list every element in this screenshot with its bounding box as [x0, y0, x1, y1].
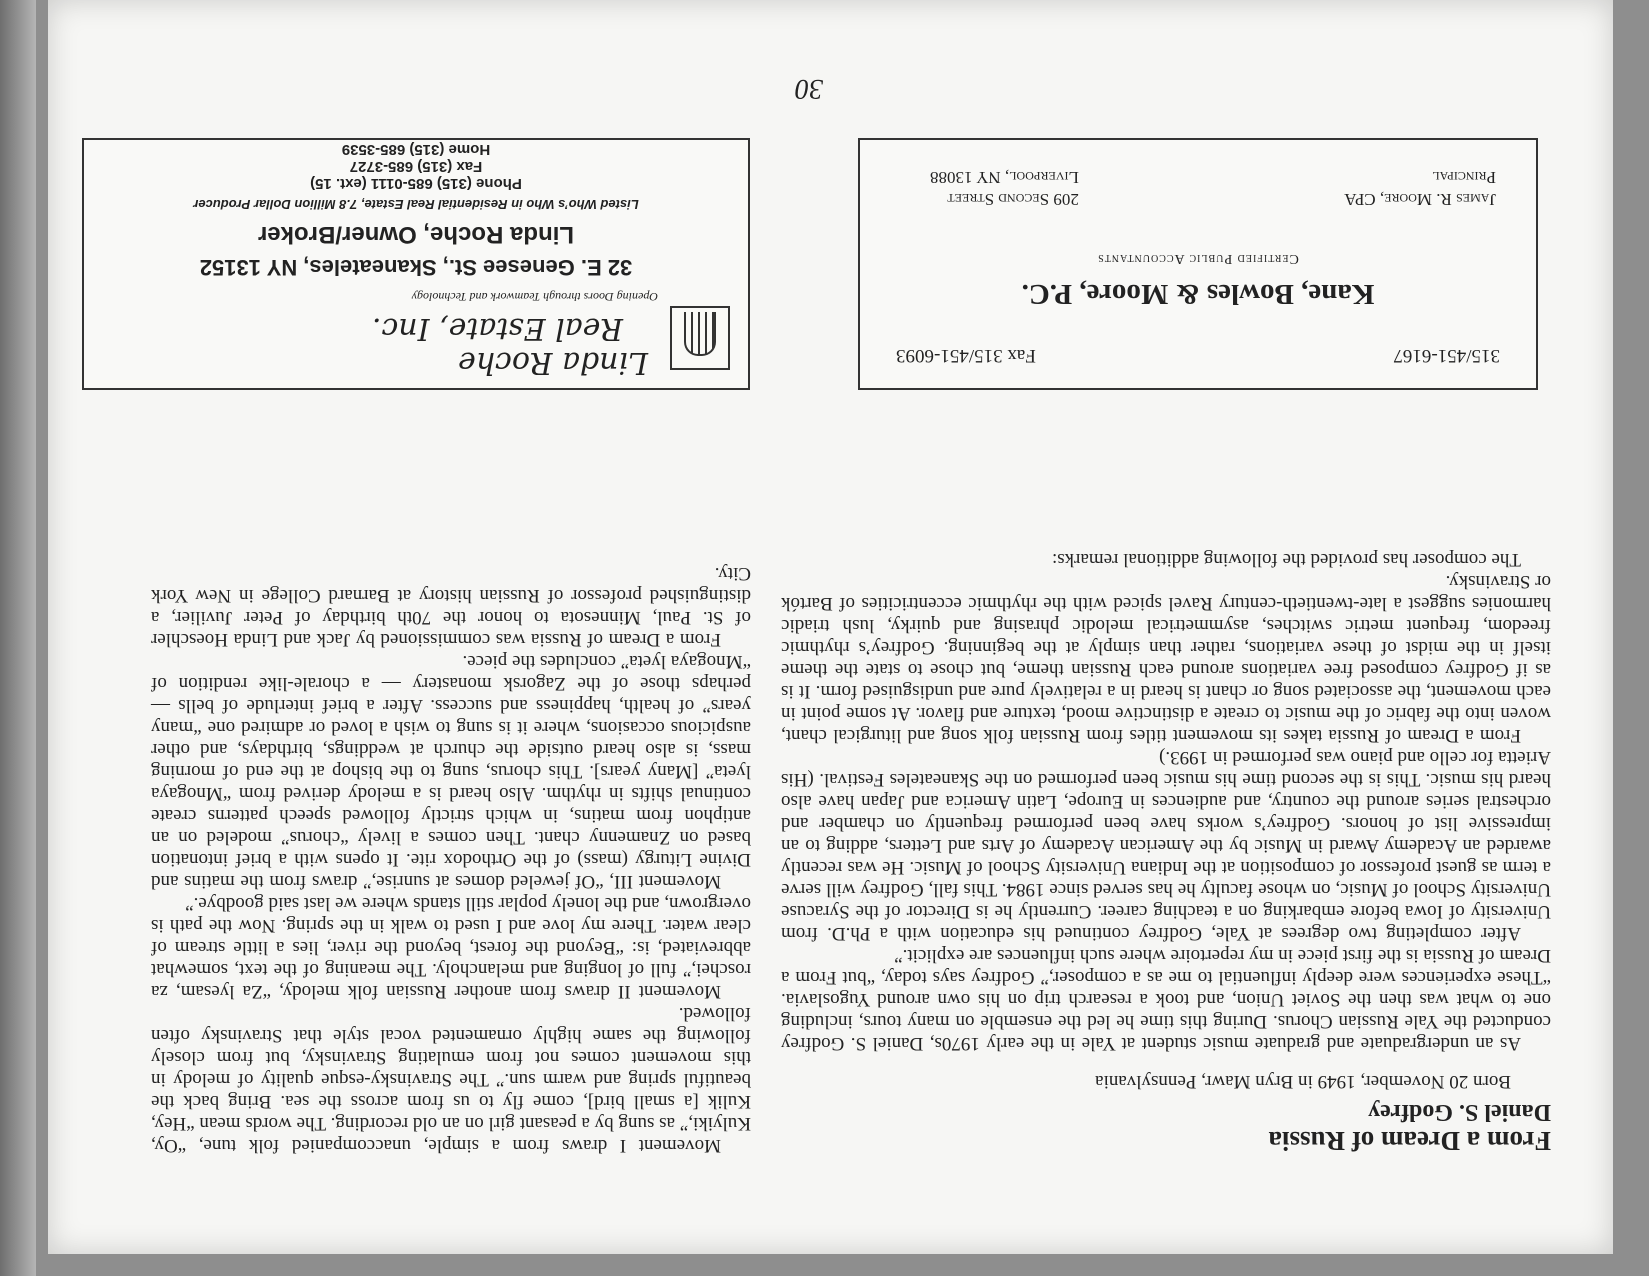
real-estate-business-card	[82, 138, 750, 390]
firm-subtitle: Certified Public Accountants	[1097, 251, 1299, 266]
card-phone-row	[896, 344, 1500, 366]
accountants-business-card	[858, 138, 1538, 390]
article-paragraph: From a Dream of Russia takes its movement titles from Russian folk song and liturgical chant, woven into the fabric of the music to create a distinctive mood, texture and flavor. At some point in each movement, the associated song or chant is heard in a relatively pure and undisguised form. It is as if Godfrey composed free variations around each Russian theme, but chose to state the theme itself in the midst of these variations, rather than simply at the beginning. Godfrey’s rhythmic freedom, frequent metric switches, asymmetrical melodic phrasing and quirky, lush triadic harmonies suggest a late-twentieth-century Ravel spiced with the rhythmic eccentricities of Bartók or Stravinsky.	[781, 570, 1551, 746]
contact-phone: Phone (315) 685-0111 (ext. 15)	[310, 175, 522, 192]
paper-sheet	[48, 0, 1613, 1254]
door-logo-icon	[670, 306, 730, 370]
composer-name: Daniel S. Godfrey	[1368, 1098, 1551, 1125]
contact-numbers	[84, 141, 748, 192]
composer-birth-info: Born 20 November, 1949 in Bryn Mawr, Pennsylvania	[1095, 1070, 1511, 1092]
company-address: 32 E. Genesee St., Skaneateles, NY 13152	[199, 255, 633, 280]
article-paragraph: After completing two degrees at Yale, Godfrey continued his education with a Ph.D. from University of Iowa before embarking on a teaching career. Currently he is Director of the Syracuse University School of Music, on whose faculty he has served since 1984. This fall, Godfrey will serve a term as guest professor of composition at the Indiana University School of Music. He was recently awarded an Academy Award in Music by the American Academy of Arts and Letters, adding to an impressive list of honors. Godfrey’s works have been performed frequently on chamber and orchestral series around the country, and audiences in Europe, Latin America and Japan have also heard his music. This is the second time his music been performed on the Skaneateles Festival. (His Arietta for cello and piano was performed in 1993.)	[781, 746, 1551, 944]
article-title: From a Dream of Russia	[1268, 1126, 1551, 1156]
person-name: James R. Moore, CPA	[1344, 190, 1496, 209]
contact-home: Home (315) 685-3539	[341, 141, 491, 158]
card-city: Liverpool, NY 13088	[930, 168, 1079, 187]
card-phone: 315/451-6167	[1393, 345, 1500, 366]
contact-fax: Fax (315) 685-3727	[349, 158, 483, 175]
company-script-subname: Real Estate, Inc.	[372, 311, 623, 346]
movement-paragraph: Movement II draws from another Russian folk melody, “Za lyesam, za roschei,” full of longing and melancholy. The meaning of the text, somewhat abbreviated, is: “Beyond the forest, beyond the river, lies a little stream of clear water. There my love and I used to walk in the spring. Now the path is overgrown, and the lonely poplar still stands where we last said goodbye.”	[151, 893, 751, 1002]
company-tagline: Opening Doors through Teamwork and Technology	[411, 290, 658, 304]
card-address-block	[930, 166, 1079, 210]
article-left-column	[781, 548, 1551, 1156]
listing-credential: Listed Who’s Who in Residential Real Estate, 7.8 Million Dollar Producer	[193, 197, 639, 212]
card-fax: Fax 315/451-6093	[896, 345, 1036, 366]
movement-paragraph: Movement I draws from a simple, unaccompanied folk tune, “Oy, Kulyiki,” as sung by a peasant girl on an old recording. The words mean “Hey, Kulik [a small bird], come fly to us from across the sea. Bring back the beautiful spring and warm sun.” The Stravinsky-esque quality of melody in this movement comes not from emulating Stravinsky, but from closely following the same highly ornamented vocal style that Stravinsky often followed.	[151, 1003, 751, 1156]
card-street: 209 Second Street	[947, 190, 1079, 209]
commission-paragraph: From a Dream of Russia was commissioned by Jack and Linda Hoeschler of St. Paul, Minnesota to honor the 70th birthday of Peter Juvilier, a distinguished professor of Russian history at Barnard College in New York City.	[151, 563, 751, 650]
movement-paragraph: Movement III, “Of jeweled domes at sunrise,” draws from the matins and Divine Liturgy (mass) of the Orthodox rite. It opens with a brief intonation based on Znamenny chant. Then comes a lively “chorus” modeled on an antiphon from matins, in which strictly followed speech patterns create continual shifts in rhythm. Also heard is a melody derived from “Mnogaya lyeta” [Many years]. This chorus, sung to the bishop at the end of morning mass, is also heard outside the church at weddings, birthdays, and other auspicious occasions, where it is sung to wish a loved or admired one “many years” of health, happiness and success. After a brief interlude of bells — perhaps those of the Zagorsk monastery — a chorale-like rendition of “Mnogaya lyeta” concludes the piece.	[151, 651, 751, 892]
owner-title: Linda Roche, Owner/Broker	[257, 221, 575, 248]
page-number: 30	[795, 73, 823, 104]
company-script-name: Linda Roche	[458, 345, 648, 380]
article-paragraph: The composer has provided the following additional remarks:	[1051, 548, 1521, 570]
article-paragraph: As an undergraduate and graduate music student at Yale in the early 1970s, Daniel S. Godfrey conducted the Yale Russian Chorus. During this time he led the ensemble on many tours, including one to what was then the Soviet Union, and took a research trip on his own around Yugoslavia. “These experiences were deeply influential to me as a composer,” Godfrey says today, “but From a Dream of Russia is the first piece in my repertoire where such influences are explicit.”	[781, 944, 1551, 1054]
firm-name: Kane, Bowles & Moore, P.C.	[1021, 278, 1375, 310]
article-right-column	[151, 562, 751, 1156]
person-title: Principal	[1432, 168, 1496, 187]
card-person-block	[1344, 166, 1496, 210]
